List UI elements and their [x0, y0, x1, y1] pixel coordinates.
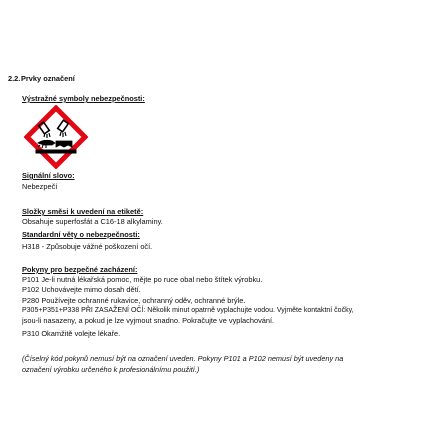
precautionary-statement-item: P280 Používejte ochranné rukavice, ochranný oděv, ochranné brýle. — [22, 296, 246, 305]
hazard-statements-heading: Standardní věty o nebezpečnosti: — [22, 230, 140, 239]
precautionary-statement-item: P101 Je-li nutná lékařská pomoc, mějte po ruce obal nebo štítek výrobku. — [22, 275, 263, 284]
hazard-statement-item: H318 - Způsobuje vážné poškození očí. — [22, 242, 153, 251]
precautionary-statement-item: P305+P351+P338 PŘI ZASAŽENÍ OČÍ: Několik minut opatrně vyplachujte vodou. Vyjměte kontaktní čočky, — [22, 307, 354, 314]
corrosion-icon — [24, 105, 88, 169]
signal-word-value: Nebezpečí — [22, 182, 58, 191]
precautionary-statement-item: P102 Uchovávejte mimo dosah dětí. — [22, 285, 141, 294]
section-number: 2.2. — [8, 74, 21, 83]
note-line: označení výrobku určeného k profesionálnímu použití.) — [22, 365, 200, 374]
note-line: (Číselný kód pokynů nemusí být na označení uveden. Pokyny P101 a P102 nemusí být uvedeny na — [22, 354, 344, 363]
hazard-pictograms-heading: Výstražné symboly nebezpečnosti: — [22, 94, 145, 103]
components-heading: Složky směsi k uvedení na etiketě: — [22, 207, 144, 216]
precautionary-statement-item: jsou-li nasazeny, a pokud je lze vyjmout snadno. Pokračujte ve vyplachování. — [22, 316, 275, 325]
precautionary-statement-item: P310 Okamžitě volejte lékaře. — [22, 329, 121, 338]
components-value: Obsahuje superfosfát a C16-18 alkylaminy. — [22, 217, 163, 226]
precautionary-statements-heading: Pokyny pro bezpečné zacházení: — [22, 265, 138, 274]
signal-word-heading: Signální slovo: — [22, 171, 75, 180]
section-title: Prvky označení — [21, 74, 75, 83]
